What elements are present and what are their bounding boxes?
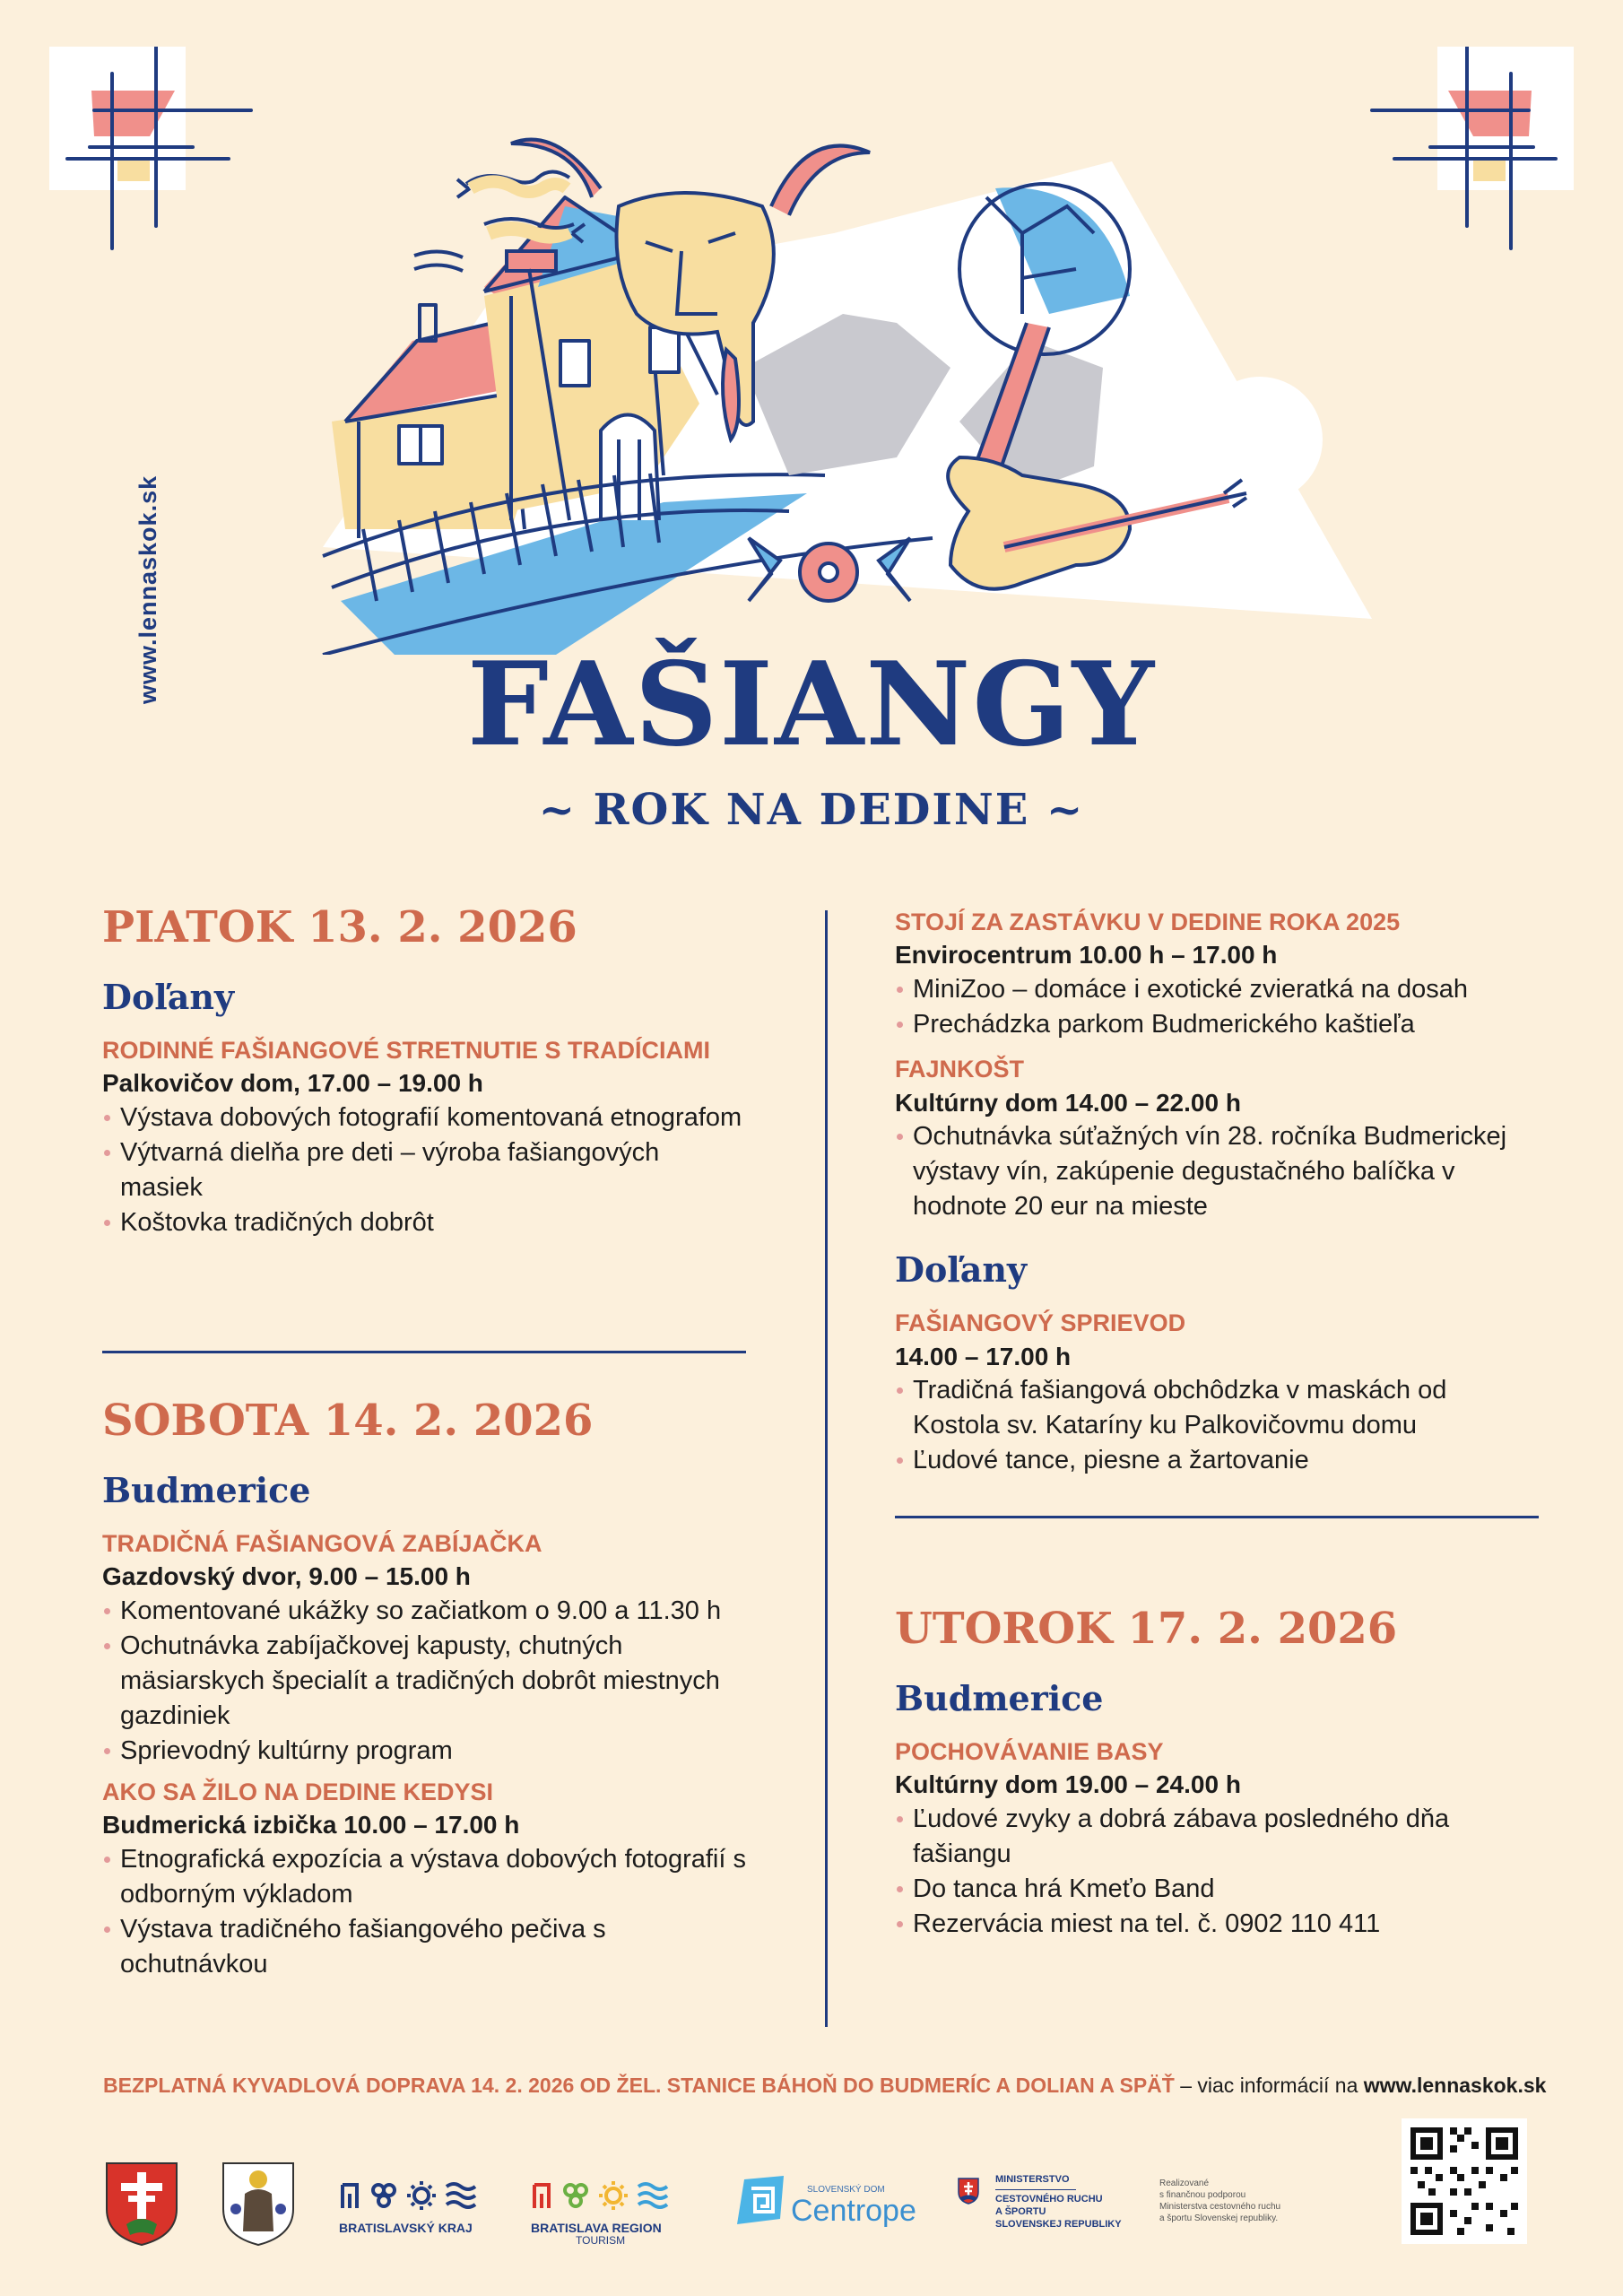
village-illustration	[215, 99, 1408, 655]
qr-code-icon[interactable]	[1402, 2118, 1527, 2244]
event-venue: Budmerická izbička 10.00 – 17.00 h	[102, 1811, 520, 1839]
centrope-logo	[728, 2172, 916, 2235]
event-items	[102, 1100, 748, 1240]
event-venue: Kultúrny dom 14.00 – 22.00 h	[895, 1088, 1241, 1117]
event-items	[102, 1842, 748, 1982]
list-item: Výstava dobových fotografií komentovaná etnografom	[102, 1100, 748, 1135]
list-item: Ľudové tance, piesne a žartovanie	[895, 1443, 1541, 1478]
event-items	[895, 972, 1541, 1042]
left-column	[102, 904, 748, 1240]
event-venue: Envirocentrum 10.00 h – 17.00 h	[895, 941, 1278, 970]
event-items	[895, 1802, 1541, 1942]
funding-line: Realizované	[1159, 2179, 1210, 2188]
event-title: FAJNKOŠT	[895, 1056, 1025, 1083]
website-vertical: www.lennaskok.sk	[135, 474, 161, 704]
column-divider	[825, 910, 828, 2027]
left-column-saturday	[102, 1397, 748, 1982]
divider	[895, 1516, 1539, 1518]
right-column-tuesday	[895, 1605, 1541, 1942]
more-info-text: – viac informácií na	[1174, 2074, 1364, 2097]
bk-symbols-icon	[339, 2178, 491, 2212]
funding-note	[1159, 2178, 1280, 2224]
list-item: Prechádzka parkom Budmerického kaštieľa	[895, 1007, 1541, 1042]
brt-name: BRATISLAVA REGION	[531, 2221, 662, 2235]
place-heading: Doľany	[895, 1249, 1028, 1291]
event-venue: 14.00 – 17.00 h	[895, 1342, 1072, 1370]
transport-text: BEZPLATNÁ KYVADLOVÁ DOPRAVA 14. 2. 2026 OD ŽEL. STANICE BÁHOŇ DO BUDMERÍC A DOLIAN A SPÄŤ	[103, 2074, 1175, 2097]
event-items	[895, 1119, 1541, 1224]
event-title: AKO SA ŽILO NA DEDINE KEDYSI	[102, 1778, 494, 1805]
list-item: Etnografická expozícia a výstava dobových fotografií s odborným výkladom	[102, 1842, 748, 1912]
ministry-line3: A ŠPORTU	[995, 2206, 1046, 2217]
centrope-name: Centrope	[791, 2194, 916, 2228]
list-item: Rezervácia miest na tel. č. 0902 110 411	[895, 1907, 1541, 1942]
event-venue: Gazdovský dvor, 9.00 – 15.00 h	[102, 1561, 471, 1590]
centrope-symbol-icon	[728, 2172, 791, 2235]
event-items	[895, 1373, 1541, 1478]
funding-line: a športu Slovenskej republiky.	[1159, 2213, 1279, 2223]
dolany-crest-icon	[220, 2160, 297, 2248]
day-heading-saturday: SOBOTA 14. 2. 2026	[102, 1396, 594, 1446]
funding-line: Ministerstva cestovného ruchu	[1159, 2202, 1281, 2212]
list-item: Sprievodný kultúrny program	[102, 1734, 748, 1769]
ministry-line1: MINISTERSTVO	[995, 2174, 1070, 2185]
centrope-top: SLOVENSKÝ DOM	[807, 2185, 885, 2195]
funding-line: s finančnou podporou	[1159, 2190, 1246, 2200]
event-title: STOJÍ ZA ZASTÁVKU V DEDINE ROKA 2025	[895, 909, 1401, 935]
event-venue: Kultúrny dom 19.00 – 24.00 h	[895, 1770, 1241, 1798]
footer-link[interactable]: www.lennaskok.sk	[1363, 2074, 1547, 2097]
ministry-line4: SLOVENSKEJ REPUBLIKY	[995, 2219, 1122, 2230]
bk-name: BRATISLAVSKÝ KRAJ	[339, 2221, 473, 2235]
page-title: FAŠIANGY	[467, 638, 1156, 772]
list-item: Do tanca hrá Kmeťo Band	[895, 1872, 1541, 1907]
list-item: Komentované ukážky so začiatkom o 9.00 a 11.30 h	[102, 1594, 748, 1629]
brt-logo	[531, 2178, 683, 2248]
place-heading: Doľany	[102, 976, 235, 1017]
list-item: Tradičná fašiangová obchôdzka v maskách od Kostola sv. Kataríny ku Palkovičovmu domu	[895, 1373, 1541, 1443]
event-title: RODINNÉ FAŠIANGOVÉ STRETNUTIE S TRADÍCIAMI	[102, 1036, 711, 1064]
list-item: Výtvarná dielňa pre deti – výroba fašiangových masiek	[102, 1135, 748, 1205]
list-item: Ochutnávka súťažných vín 28. ročníka Budmerickej výstavy vín, zakúpenie degustačného balíčka v hodnote 20 eur na mieste	[895, 1119, 1541, 1224]
transport-note	[103, 2074, 1546, 2098]
day-heading-tuesday: UTOROK 17. 2. 2026	[895, 1604, 1398, 1654]
right-column	[895, 908, 1541, 1478]
event-items	[102, 1594, 748, 1769]
ministry-line2: CESTOVNÉHO RUCHU	[995, 2194, 1103, 2205]
page-subtitle: ~ ROK NA DEDINE ~	[538, 785, 1085, 835]
event-title: FAŠIANGOVÝ SPRIEVOD	[895, 1309, 1186, 1337]
brt-sub: TOURISM	[576, 2234, 626, 2248]
list-item: Ľudové zvyky a dobrá zábava posledného dňa fašiangu	[895, 1802, 1541, 1872]
event-venue: Palkovičov dom, 17.00 – 19.00 h	[102, 1068, 483, 1097]
list-item: MiniZoo – domáce i exotické zvieratká na dosah	[895, 972, 1541, 1007]
divider	[102, 1351, 746, 1353]
bratislava-kraj-logo	[339, 2178, 491, 2235]
brt-symbols-icon	[531, 2178, 683, 2212]
day-heading-friday: PIATOK 13. 2. 2026	[102, 902, 577, 952]
list-item: Koštovka tradičných dobrôt	[102, 1205, 748, 1240]
event-title: TRADIČNÁ FAŠIANGOVÁ ZABÍJAČKA	[102, 1529, 542, 1557]
place-heading: Budmerice	[102, 1469, 311, 1510]
list-item: Výstava tradičného fašiangového pečiva s ochutnávkou	[102, 1912, 748, 1982]
list-item: Ochutnávka zabíjačkovej kapusty, chutných mäsiarskych špecialít a tradičných dobrôt miestnych gazdiniek	[102, 1629, 748, 1734]
slovak-crest-icon	[958, 2178, 979, 2205]
budmerice-crest-icon	[103, 2160, 180, 2248]
place-heading: Budmerice	[895, 1677, 1104, 1718]
event-title: POCHOVÁVANIE BASY	[895, 1737, 1164, 1765]
